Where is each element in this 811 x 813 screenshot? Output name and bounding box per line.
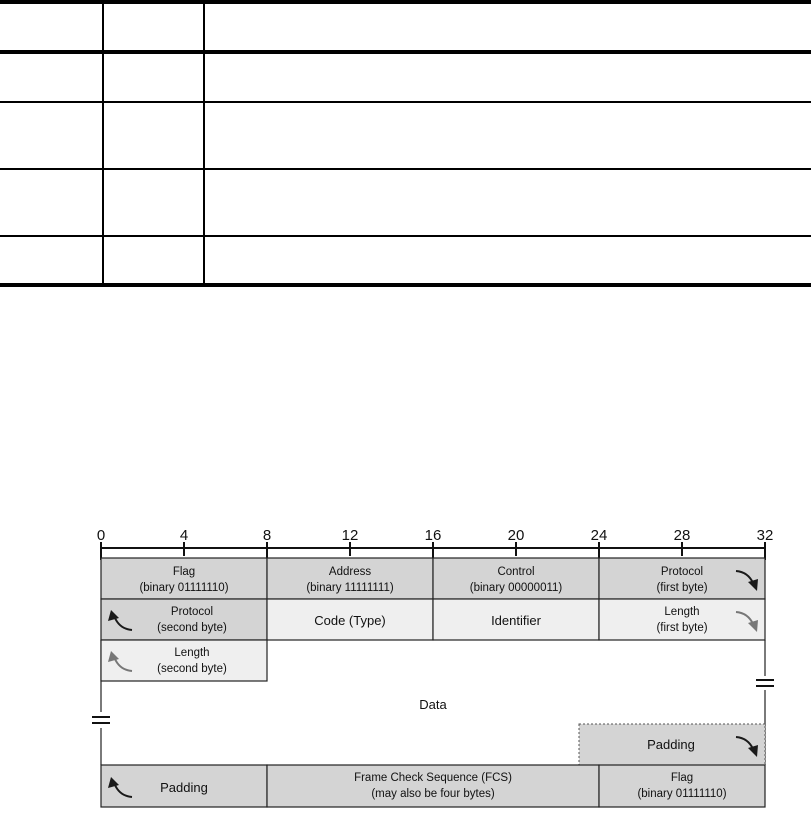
length-first-detail: (first byte) xyxy=(656,622,708,634)
bit-label: 32 xyxy=(756,527,774,544)
length-second-detail: (second byte) xyxy=(157,663,227,675)
bit-labels xyxy=(97,527,774,544)
protocol-first-name: Protocol xyxy=(660,566,704,578)
bit-label: 12 xyxy=(341,527,359,544)
flag-start-detail: (binary 01111110) xyxy=(139,582,229,594)
bit-label: 8 xyxy=(262,527,272,544)
address-detail: (binary 11111111) xyxy=(306,582,394,594)
fcs-detail: (may also be four bytes) xyxy=(371,788,495,800)
flag-start-name: Flag xyxy=(172,566,196,578)
bit-label: 4 xyxy=(179,527,189,544)
control-detail: (binary 00000011) xyxy=(469,582,563,594)
identifier-name: Identifier xyxy=(491,613,541,628)
protocol-second-name: Protocol xyxy=(170,606,214,618)
code-name: Code (Type) xyxy=(314,613,386,628)
bit-label: 28 xyxy=(673,527,691,544)
data-name: Data xyxy=(419,697,447,712)
padding-top-name: Padding xyxy=(647,737,695,752)
bit-label: 0 xyxy=(96,527,106,544)
address-name: Address xyxy=(328,566,372,578)
bit-ruler xyxy=(101,542,765,560)
break-mark-icon xyxy=(756,680,774,686)
length-second-name: Length xyxy=(174,647,210,659)
length-first-name: Length xyxy=(664,606,700,618)
control-name: Control xyxy=(497,566,535,578)
flag-end-name: Flag xyxy=(670,772,694,784)
break-mark-icon xyxy=(92,717,110,723)
padding-bottom-name: Padding xyxy=(160,780,208,795)
bit-label: 20 xyxy=(507,527,525,544)
protocol-second-detail: (second byte) xyxy=(157,622,227,634)
protocol-first-detail: (first byte) xyxy=(656,582,708,594)
bit-label: 16 xyxy=(424,527,442,544)
fcs-name: Frame Check Sequence (FCS) xyxy=(354,772,512,784)
flag-end-detail: (binary 01111110) xyxy=(637,788,727,800)
bit-label: 24 xyxy=(590,527,608,544)
